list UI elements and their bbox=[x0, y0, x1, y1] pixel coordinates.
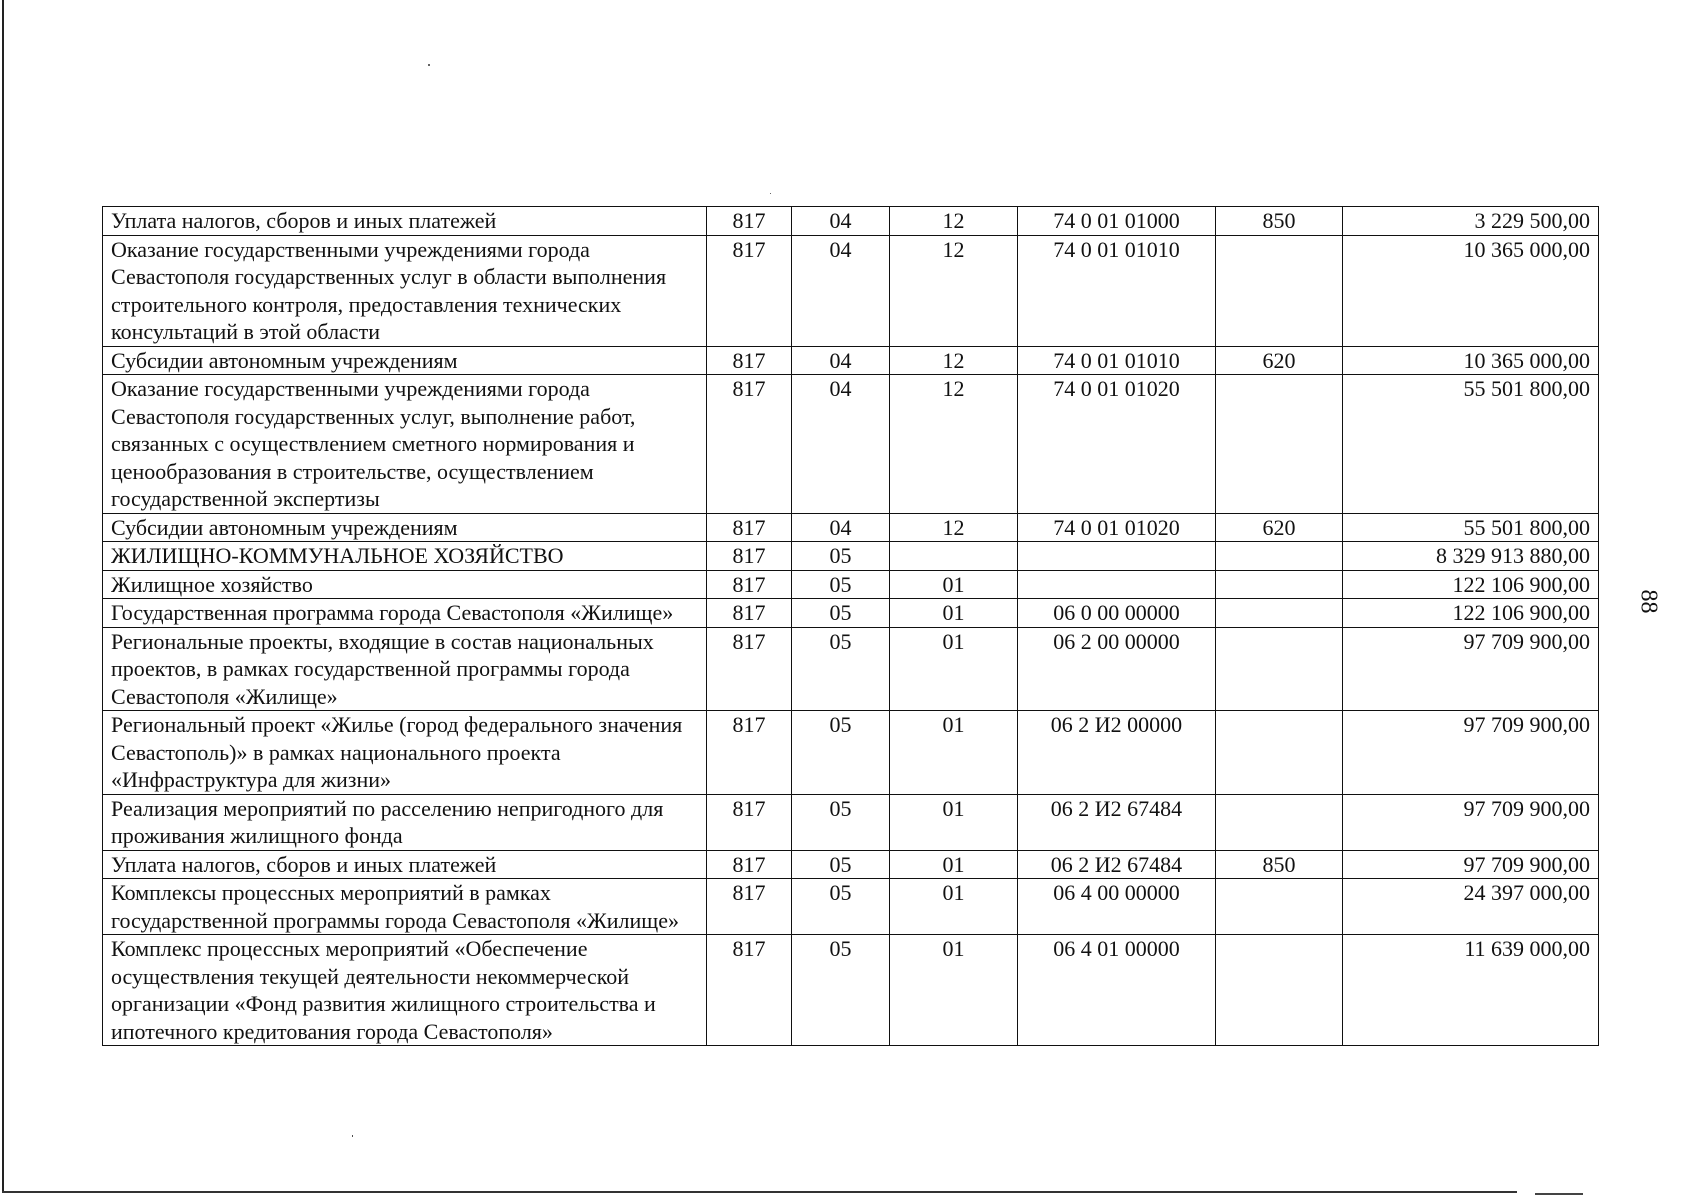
amount-cell: 97 709 900,00 bbox=[1343, 794, 1599, 850]
row-name-cell: Оказание государственными учреждениями города Севастополя государственных услуг, выполнение работ, связанных с осуществлением сметного нормирования и ценообразования в строительстве, осуществлением государственной экспертизы bbox=[103, 375, 707, 514]
ministry-code-cell: 817 bbox=[707, 879, 792, 935]
subsection-code-cell bbox=[890, 542, 1018, 571]
subsection-code-cell: 12 bbox=[890, 375, 1018, 514]
budget-table bbox=[102, 206, 1599, 1046]
subsection-code-cell: 01 bbox=[890, 879, 1018, 935]
expense-type-cell: 620 bbox=[1216, 513, 1343, 542]
expense-type-cell bbox=[1216, 627, 1343, 711]
ministry-code-cell: 817 bbox=[707, 794, 792, 850]
amount-cell: 55 501 800,00 bbox=[1343, 375, 1599, 514]
expense-type-cell bbox=[1216, 542, 1343, 571]
amount-cell: 8 329 913 880,00 bbox=[1343, 542, 1599, 571]
subsection-code-cell: 12 bbox=[890, 513, 1018, 542]
amount-cell: 122 106 900,00 bbox=[1343, 570, 1599, 599]
target-article-cell: 74 0 01 01000 bbox=[1018, 207, 1216, 236]
section-code-cell: 05 bbox=[792, 570, 890, 599]
ministry-code-cell: 817 bbox=[707, 711, 792, 795]
target-article-cell: 06 2 00 00000 bbox=[1018, 627, 1216, 711]
ministry-code-cell: 817 bbox=[707, 513, 792, 542]
table-row bbox=[103, 850, 1599, 879]
amount-cell: 55 501 800,00 bbox=[1343, 513, 1599, 542]
row-name-cell: Региональные проекты, входящие в состав национальных проектов, в рамках государственной программы города Севастополя «Жилище» bbox=[103, 627, 707, 711]
table-row bbox=[103, 879, 1599, 935]
scan-edge-bottom bbox=[2, 1191, 1517, 1193]
subsection-code-cell: 12 bbox=[890, 207, 1018, 236]
row-name-cell: Субсидии автономным учреждениям bbox=[103, 513, 707, 542]
target-article-cell: 06 4 00 00000 bbox=[1018, 879, 1216, 935]
target-article-cell: 06 0 00 00000 bbox=[1018, 599, 1216, 628]
table-row bbox=[103, 935, 1599, 1046]
row-name-cell: Оказание государственными учреждениями города Севастополя государственных услуг в области выполнения строительного контроля, предоставления технических консультаций в этой области bbox=[103, 235, 707, 346]
scan-speck bbox=[352, 1135, 353, 1137]
row-name-cell: Уплата налогов, сборов и иных платежей bbox=[103, 207, 707, 236]
ministry-code-cell: 817 bbox=[707, 375, 792, 514]
table-row bbox=[103, 627, 1599, 711]
amount-cell: 97 709 900,00 bbox=[1343, 711, 1599, 795]
table-row bbox=[103, 513, 1599, 542]
ministry-code-cell: 817 bbox=[707, 935, 792, 1046]
target-article-cell: 74 0 01 01010 bbox=[1018, 346, 1216, 375]
table-row bbox=[103, 711, 1599, 795]
row-name-cell: Комплексы процессных мероприятий в рамках государственной программы города Севастополя «Жилище» bbox=[103, 879, 707, 935]
subsection-code-cell: 01 bbox=[890, 794, 1018, 850]
target-article-cell: 74 0 01 01020 bbox=[1018, 513, 1216, 542]
table-row bbox=[103, 207, 1599, 236]
expense-type-cell bbox=[1216, 599, 1343, 628]
subsection-code-cell: 12 bbox=[890, 235, 1018, 346]
section-code-cell: 05 bbox=[792, 542, 890, 571]
ministry-code-cell: 817 bbox=[707, 346, 792, 375]
section-code-cell: 05 bbox=[792, 599, 890, 628]
table-row bbox=[103, 235, 1599, 346]
expense-type-cell: 850 bbox=[1216, 850, 1343, 879]
expense-type-cell bbox=[1216, 711, 1343, 795]
scan-speck bbox=[428, 64, 430, 66]
table-row bbox=[103, 375, 1599, 514]
expense-type-cell bbox=[1216, 935, 1343, 1046]
subsection-code-cell: 01 bbox=[890, 935, 1018, 1046]
section-code-cell: 05 bbox=[792, 879, 890, 935]
amount-cell: 3 229 500,00 bbox=[1343, 207, 1599, 236]
table-row bbox=[103, 570, 1599, 599]
ministry-code-cell: 817 bbox=[707, 570, 792, 599]
section-code-cell: 05 bbox=[792, 627, 890, 711]
scan-edge-bottom-fragment bbox=[1535, 1193, 1583, 1195]
ministry-code-cell: 817 bbox=[707, 542, 792, 571]
subsection-code-cell: 01 bbox=[890, 627, 1018, 711]
target-article-cell: 74 0 01 01010 bbox=[1018, 235, 1216, 346]
expense-type-cell: 620 bbox=[1216, 346, 1343, 375]
amount-cell: 97 709 900,00 bbox=[1343, 627, 1599, 711]
row-name-cell: Жилищное хозяйство bbox=[103, 570, 707, 599]
target-article-cell: 06 4 01 00000 bbox=[1018, 935, 1216, 1046]
section-code-cell: 04 bbox=[792, 235, 890, 346]
section-code-cell: 04 bbox=[792, 346, 890, 375]
target-article-cell: 06 2 И2 67484 bbox=[1018, 850, 1216, 879]
ministry-code-cell: 817 bbox=[707, 207, 792, 236]
expense-type-cell bbox=[1216, 235, 1343, 346]
budget-table-body bbox=[103, 207, 1599, 1046]
amount-cell: 97 709 900,00 bbox=[1343, 850, 1599, 879]
table-row bbox=[103, 346, 1599, 375]
subsection-code-cell: 01 bbox=[890, 711, 1018, 795]
ministry-code-cell: 817 bbox=[707, 850, 792, 879]
section-code-cell: 05 bbox=[792, 794, 890, 850]
section-code-cell: 04 bbox=[792, 207, 890, 236]
section-code-cell: 05 bbox=[792, 850, 890, 879]
row-name-cell: Государственная программа города Севастополя «Жилище» bbox=[103, 599, 707, 628]
expense-type-cell: 850 bbox=[1216, 207, 1343, 236]
scan-speck bbox=[770, 193, 771, 194]
amount-cell: 10 365 000,00 bbox=[1343, 235, 1599, 346]
subsection-code-cell: 12 bbox=[890, 346, 1018, 375]
row-name-cell: Региональный проект «Жилье (город федерального значения Севастополь)» в рамках национального проекта «Инфраструктура для жизни» bbox=[103, 711, 707, 795]
table-row bbox=[103, 542, 1599, 571]
ministry-code-cell: 817 bbox=[707, 627, 792, 711]
expense-type-cell bbox=[1216, 375, 1343, 514]
expense-type-cell bbox=[1216, 794, 1343, 850]
section-code-cell: 05 bbox=[792, 935, 890, 1046]
row-name-cell: Уплата налогов, сборов и иных платежей bbox=[103, 850, 707, 879]
target-article-cell bbox=[1018, 570, 1216, 599]
target-article-cell: 06 2 И2 67484 bbox=[1018, 794, 1216, 850]
target-article-cell: 74 0 01 01020 bbox=[1018, 375, 1216, 514]
expense-type-cell bbox=[1216, 570, 1343, 599]
page-number: 88 bbox=[1635, 589, 1662, 614]
table-row bbox=[103, 794, 1599, 850]
scan-edge-left bbox=[2, 0, 4, 1192]
row-name-cell: Комплекс процессных мероприятий «Обеспечение осуществления текущей деятельности некоммерческой организации «Фонд развития жилищного строительства и ипотечного кредитования города Севастополя» bbox=[103, 935, 707, 1046]
amount-cell: 24 397 000,00 bbox=[1343, 879, 1599, 935]
table-row bbox=[103, 599, 1599, 628]
row-name-cell: Субсидии автономным учреждениям bbox=[103, 346, 707, 375]
subsection-code-cell: 01 bbox=[890, 599, 1018, 628]
subsection-code-cell: 01 bbox=[890, 850, 1018, 879]
ministry-code-cell: 817 bbox=[707, 599, 792, 628]
section-code-cell: 04 bbox=[792, 513, 890, 542]
ministry-code-cell: 817 bbox=[707, 235, 792, 346]
subsection-code-cell: 01 bbox=[890, 570, 1018, 599]
amount-cell: 122 106 900,00 bbox=[1343, 599, 1599, 628]
amount-cell: 10 365 000,00 bbox=[1343, 346, 1599, 375]
target-article-cell bbox=[1018, 542, 1216, 571]
row-name-cell: Реализация мероприятий по расселению непригодного для проживания жилищного фонда bbox=[103, 794, 707, 850]
expense-type-cell bbox=[1216, 879, 1343, 935]
section-code-cell: 05 bbox=[792, 711, 890, 795]
row-name-cell: ЖИЛИЩНО-КОММУНАЛЬНОЕ ХОЗЯЙСТВО bbox=[103, 542, 707, 571]
amount-cell: 11 639 000,00 bbox=[1343, 935, 1599, 1046]
section-code-cell: 04 bbox=[792, 375, 890, 514]
target-article-cell: 06 2 И2 00000 bbox=[1018, 711, 1216, 795]
